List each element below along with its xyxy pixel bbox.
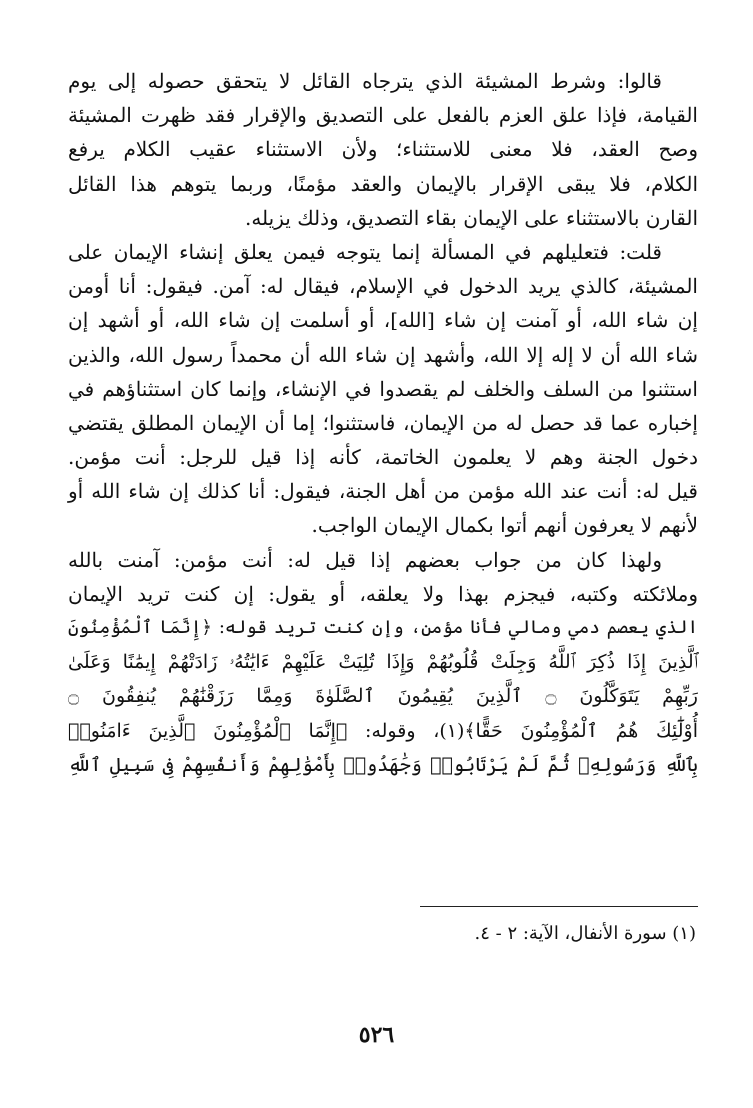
text-line: ولهذا كان من جواب بعضهم إذا قيل له: أنت مؤمن: آمنت بالله [68, 547, 662, 572]
footnote-separator [420, 906, 698, 907]
footnote: (١) سورة الأنفال، الآية: ٢ - ٤. [474, 923, 696, 944]
text-line: المشيئة، كالذي يريد الدخول في الإسلام، فيقال له: آمن. فيقول: أنا أومن [68, 274, 698, 299]
text-line: قيل له: أنت عند الله مؤمن من أهل الجنة، فيقول: أنا كذلك إن شاء الله أو [68, 479, 698, 504]
text-line: وملائكته وكتبه، فيجزم بهذا ولا يعلقه، أو يقول: إن كنت تريد الإيمان [68, 581, 698, 606]
text-line: إن شاء الله، أو آمنت إن شاء [الله]، أو أسلمت إن شاء الله، أو أشهد إن [68, 308, 698, 333]
body-text [68, 64, 698, 782]
quran-line: أُوْلَٰٓئِكَ هُمُ ٱلْمُؤْمِنُونَ حَقًّا﴾(١)، وقوله: ﴿إِنَّمَا ٱلْمُؤْمِنُونَ ٱلَّذِينَ ءَامَنُوا۟ [68, 719, 698, 742]
text-line: قالوا: وشرط المشيئة الذي يترجاه القائل لا يتحقق حصوله إلى يوم [68, 69, 662, 93]
text-line: إخباره عما قد حصل له من الإيمان، فاستثنوا؛ إما أن الإيمان المطلق يقتضي [68, 410, 698, 435]
text-line: الذي يعصم دمي ومالي فأنا مؤمن، وإن كنت تريد قوله: ﴿إِنَّمَا ٱلْمُؤْمِنُونَ [68, 617, 698, 638]
text-line: القارن بالاستثناء على الإيمان بقاء التصديق، وذلك يزيله. [244, 205, 698, 230]
quran-line: ٱلَّذِينَ إِذَا ذُكِرَ ٱللَّهُ وَجِلَتْ قُلُوبُهُمْ وَإِذَا تُلِيَتْ عَلَيْهِمْ ءَايَٰتُهُۥ زَادَتْهُمْ إِيمَٰنًا وَعَلَىٰ [68, 651, 698, 674]
page-number: ٥٢٦ [358, 1022, 395, 1048]
quran-line: رَبِّهِمْ يَتَوَكَّلُونَ ۝ ٱلَّذِينَ يُقِيمُونَ ٱلصَّلَوٰةَ وَمِمَّا رَزَقْنَٰهُمْ يُنفِقُونَ ۝ [68, 685, 698, 708]
text-line: دخول الجنة وهم لا يعلمون الخاتمة، كأنه إذا قيل للرجل: أنت مؤمن. [68, 445, 698, 470]
text-line: لأنهم لا يعرفون أنهم أتوا بكمال الإيمان الواجب. [311, 513, 698, 538]
text-line: قلت: فتعليلهم في المسألة إنما يتوجه فيمن يعلق إنشاء الإيمان على [68, 239, 662, 264]
text-line: القيامة، فإذا علق العزم بالفعل على التصديق والإقرار فقد ظهرت المشيئة [68, 103, 698, 128]
text-line: وصح العقد، فلا معنى للاستثناء؛ ولأن الاستثناء عقيب الكلام يرفع [68, 137, 698, 162]
text-line: شاء الله أن لا إله إلا الله، وأشهد إن شاء الله أن محمداً رسول الله، والذين [68, 342, 698, 367]
text-line: استثنوا من السلف والخلف لم يقصدوا في الإنشاء، وإنما كان استثناؤهم في [68, 376, 698, 401]
quran-line: بِٱللَّهِ وَرَسُولِهِۦ ثُمَّ لَمْ يَرْتَابُوا۟ وَجَٰهَدُوا۟ بِأَمْوَٰلِهِمْ وَأَنفُسِهِمْ فِى سَبِيلِ ٱللَّهِ [68, 753, 698, 776]
text-line: الكلام، فلا يبقى الإقرار بالإيمان والعقد مؤمنًا، وربما يتوهم هذا القائل [68, 171, 698, 196]
